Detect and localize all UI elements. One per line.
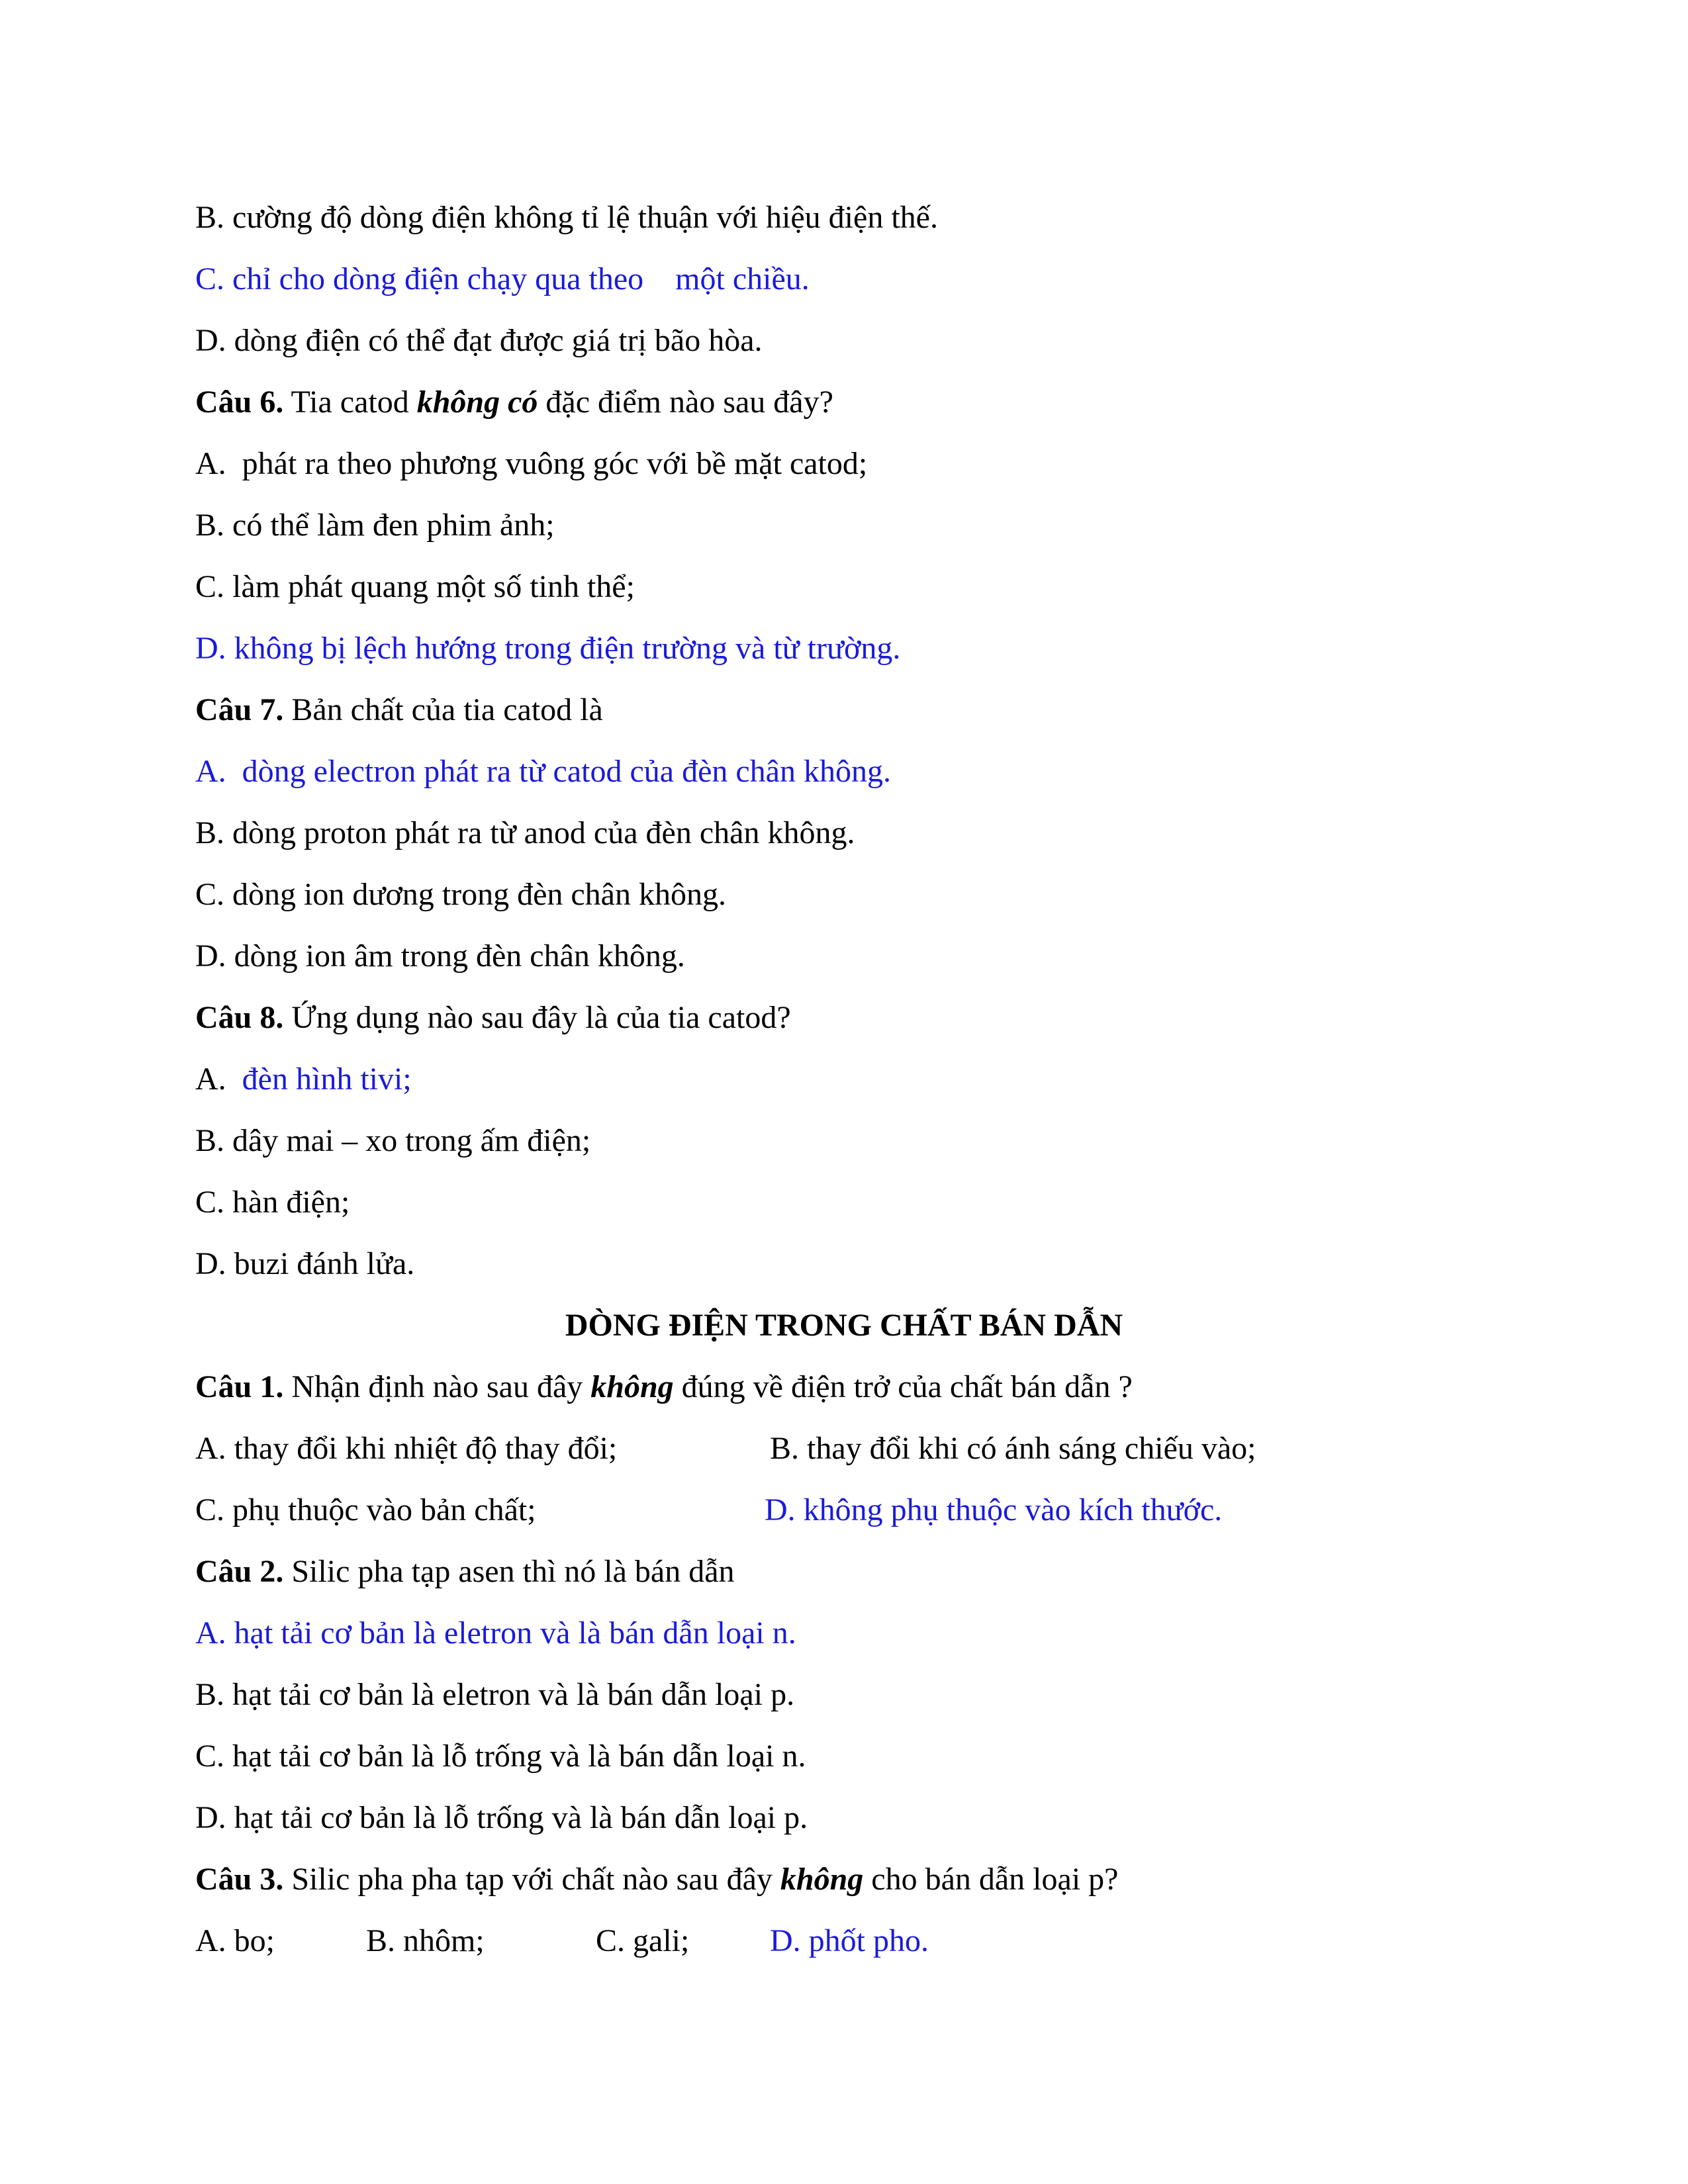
s3-option-c: C. gali; xyxy=(596,1923,690,1958)
q6-option-c: C. làm phát quang một số tinh thể; xyxy=(195,569,635,604)
q8-option-a-answer: đèn hình tivi; xyxy=(242,1062,412,1097)
q8-option-b: B. dây mai – xo trong ấm điện; xyxy=(195,1123,591,1158)
q8-label: Câu 8. xyxy=(195,1000,284,1035)
q5-option-d: D. dòng điện có thể đạt được giá trị bão hòa. xyxy=(195,323,763,358)
s1-question xyxy=(195,1367,1133,1407)
q7-text: Bản chất của tia catod là xyxy=(283,692,603,727)
s3-emphasis: không xyxy=(780,1862,864,1897)
q8-text: Ứng dụng nào sau đây là của tia catod? xyxy=(283,1000,791,1035)
s2-option-b: B. hạt tải cơ bản là eletron và là bán dẫn loại p. xyxy=(195,1677,795,1712)
q5-option-c-answer: C. chỉ cho dòng điện chạy qua theo một chiều. xyxy=(195,261,810,296)
q7-option-a-answer: A. dòng electron phát ra từ catod của đèn chân không. xyxy=(195,754,891,789)
s1-label: Câu 1. xyxy=(195,1369,284,1404)
q8-option-a-prefix: A. xyxy=(195,1062,242,1097)
q7-question xyxy=(195,690,603,730)
s1-option-d-answer: D. không phụ thuộc vào kích thước. xyxy=(765,1492,1223,1527)
s1-option-c: C. phụ thuộc vào bản chất; xyxy=(195,1492,536,1527)
q8-question xyxy=(195,998,791,1038)
s2-option-d: D. hạt tải cơ bản là lỗ trống và là bán dẫn loại p. xyxy=(195,1800,808,1835)
q7-option-c: C. dòng ion dương trong đèn chân không. xyxy=(195,877,726,912)
q6-text-post: đặc điểm nào sau đây? xyxy=(538,385,833,420)
s1-option-b: B. thay đổi khi có ánh sáng chiếu vào; xyxy=(770,1431,1256,1466)
s3-option-a: A. bo; xyxy=(195,1923,275,1958)
s2-label: Câu 2. xyxy=(195,1554,284,1589)
q6-text-pre: Tia catod xyxy=(283,385,417,420)
q7-option-d: D. dòng ion âm trong đèn chân không. xyxy=(195,938,685,974)
q8-option-d: D. buzi đánh lửa. xyxy=(195,1246,415,1281)
q6-question xyxy=(195,383,833,422)
q5-option-b: B. cường độ dòng điện không tỉ lệ thuận với hiệu điện thế. xyxy=(195,200,938,235)
s2-option-c: C. hạt tải cơ bản là lỗ trống và là bán dẫn loại n. xyxy=(195,1739,806,1774)
q8-option-a xyxy=(195,1060,412,1099)
s3-text-post: cho bán dẫn loại p? xyxy=(863,1862,1119,1897)
s3-text-pre: Silic pha pha tạp với chất nào sau đây xyxy=(283,1862,780,1897)
q6-option-a: A. phát ra theo phương vuông góc với bề mặt catod; xyxy=(195,446,868,481)
s1-text-pre: Nhận định nào sau đây xyxy=(283,1369,591,1404)
q8-option-c: C. hàn điện; xyxy=(195,1185,350,1220)
section-title: DÒNG ĐIỆN TRONG CHẤT BÁN DẪN xyxy=(565,1308,1123,1343)
s2-option-a-answer: A. hạt tải cơ bản là eletron và là bán dẫn loại n. xyxy=(195,1615,796,1651)
s3-option-b: B. nhôm; xyxy=(366,1923,485,1958)
q7-label: Câu 7. xyxy=(195,692,284,727)
q7-option-b: B. dòng proton phát ra từ anod của đèn chân không. xyxy=(195,815,855,850)
s1-text-post: đúng về điện trở của chất bán dẫn ? xyxy=(673,1369,1133,1404)
s1-emphasis: không xyxy=(590,1369,674,1404)
s3-question xyxy=(195,1860,1118,1899)
q6-option-d-answer: D. không bị lệch hướng trong điện trường và từ trường. xyxy=(195,631,901,666)
q6-label: Câu 6. xyxy=(195,385,284,420)
s3-option-d-answer: D. phốt pho. xyxy=(770,1923,929,1958)
q6-option-b: B. có thể làm đen phim ảnh; xyxy=(195,508,555,543)
s3-label: Câu 3. xyxy=(195,1862,284,1897)
q6-emphasis: không có xyxy=(416,385,538,420)
s2-text: Silic pha tạp asen thì nó là bán dẫn xyxy=(283,1554,735,1589)
s2-question xyxy=(195,1552,735,1592)
s1-option-a: A. thay đổi khi nhiệt độ thay đổi; xyxy=(195,1431,618,1466)
